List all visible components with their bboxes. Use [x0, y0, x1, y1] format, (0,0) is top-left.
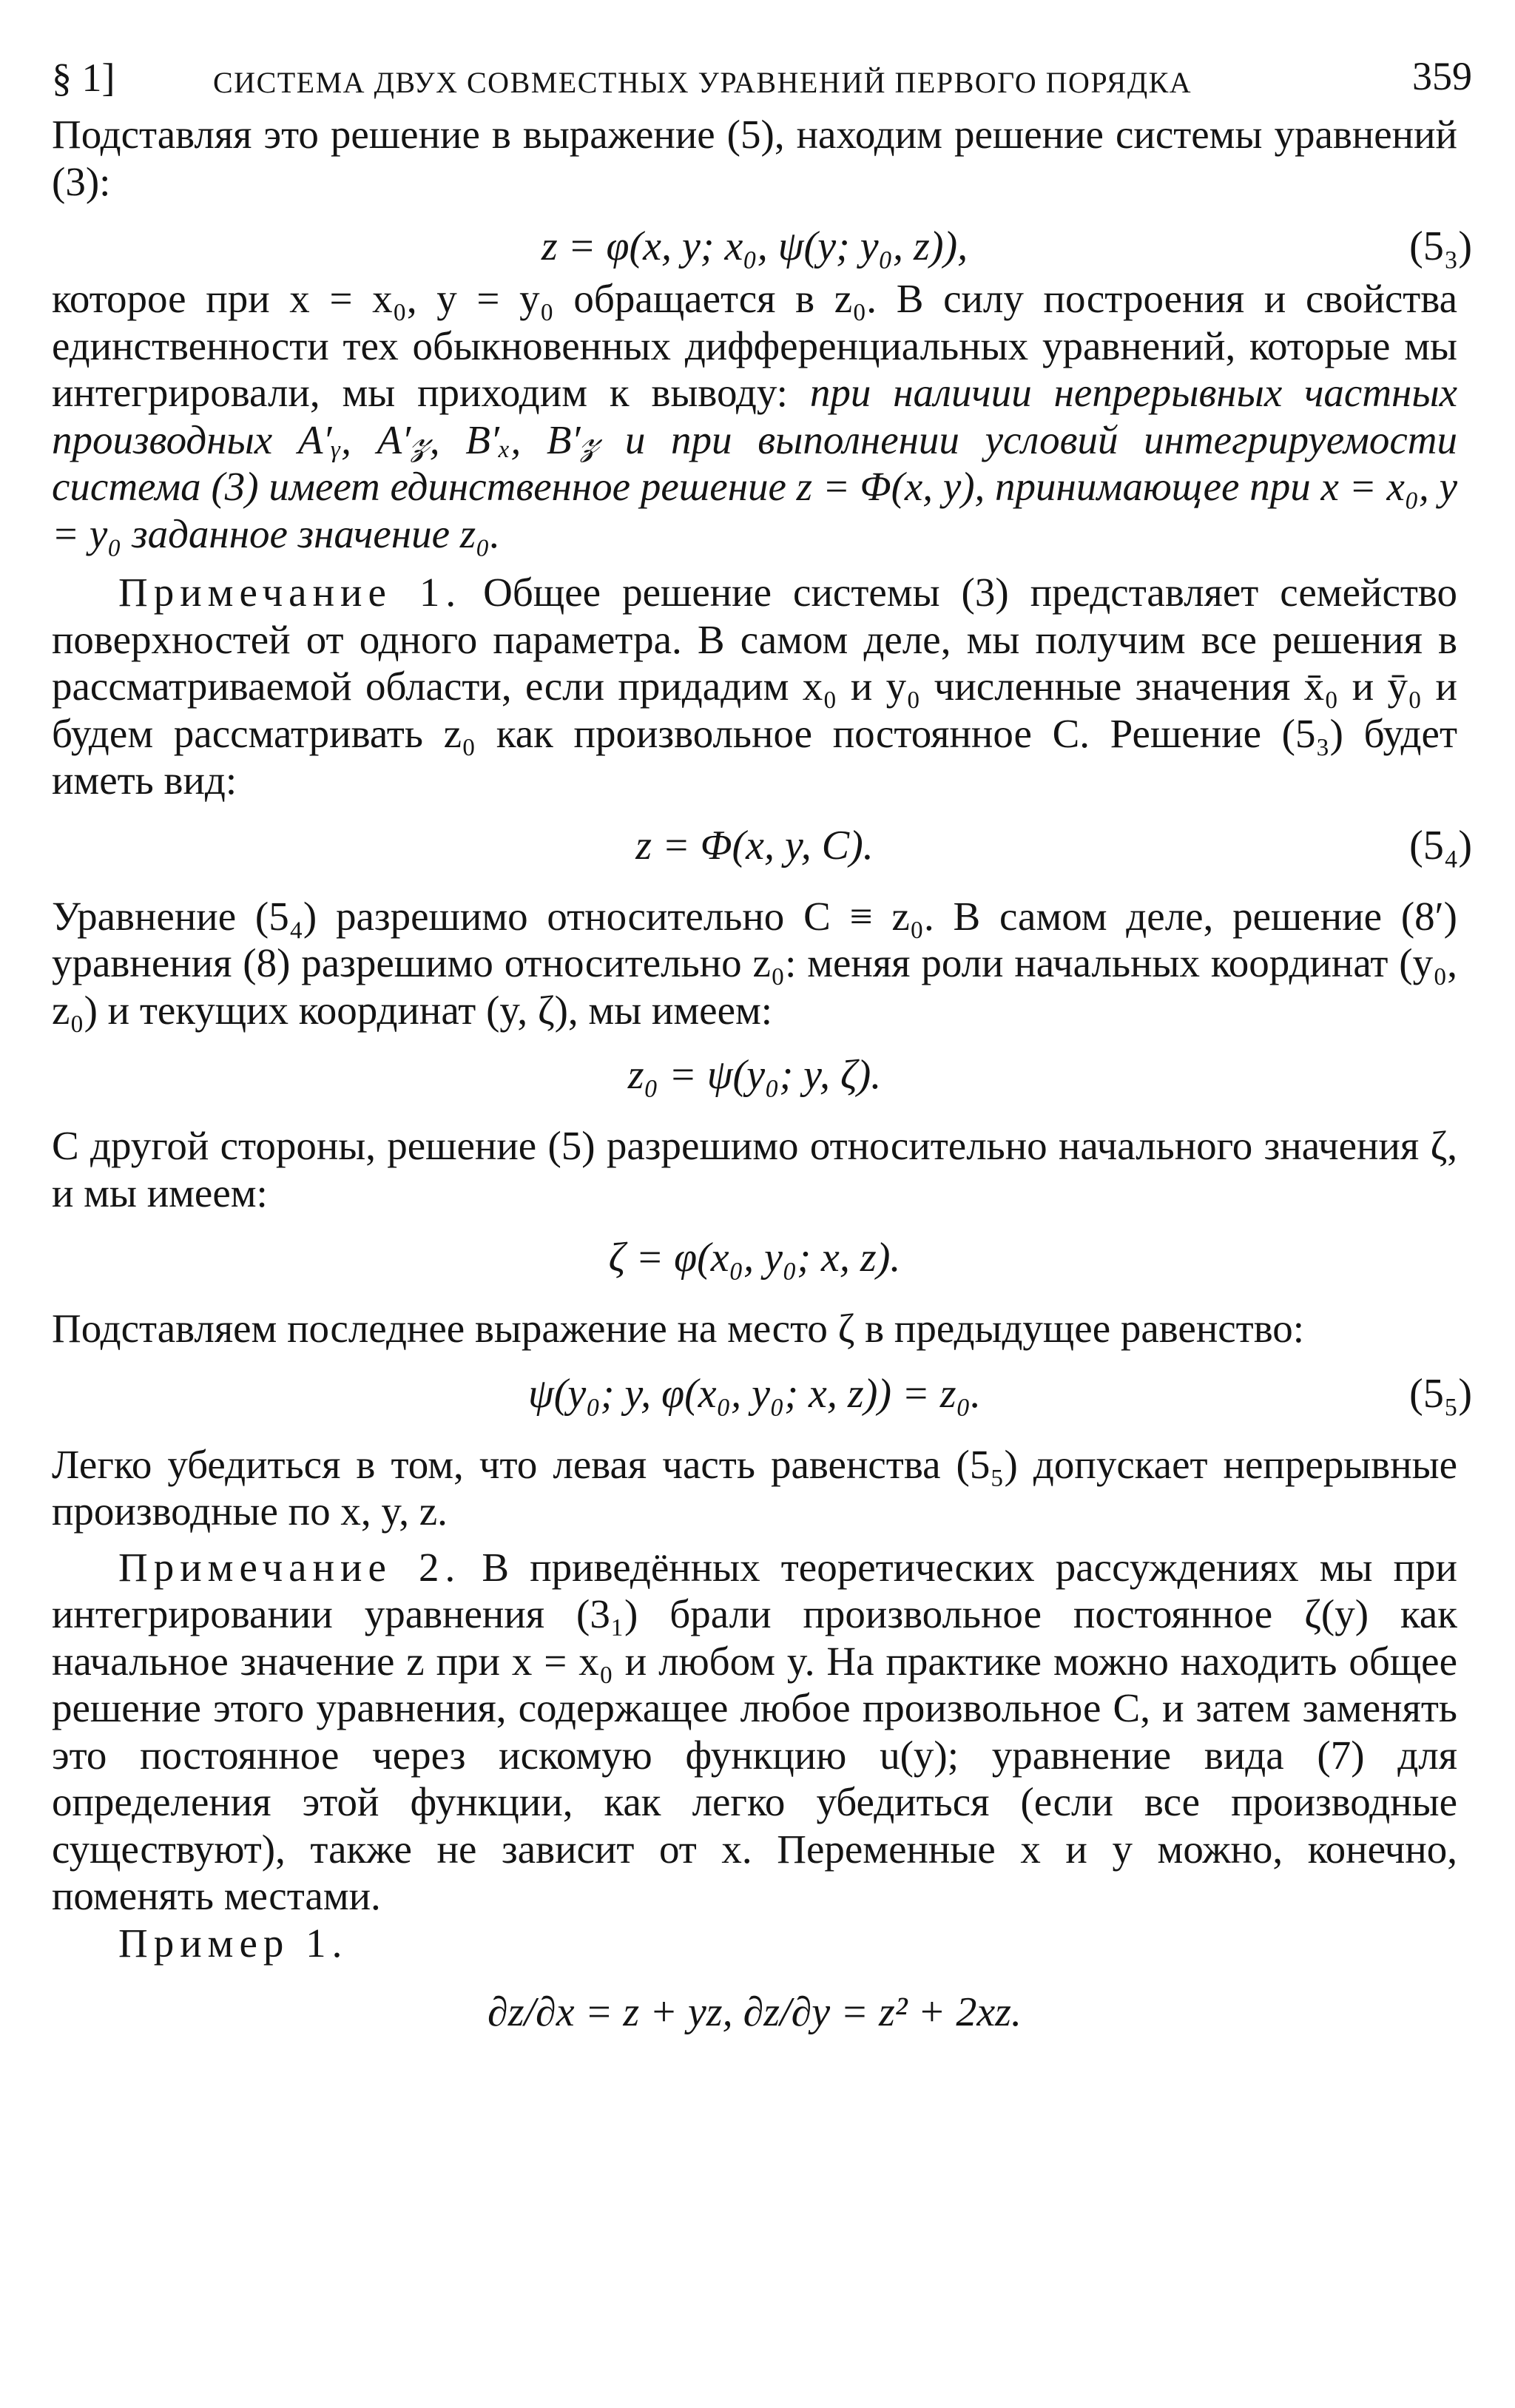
note-1-text: Общее решение системы (3) представляет семейство поверхностей от одного параметра. В самом деле, мы получим все решения в рассматриваемой области, если придадим x₀ и y₀ численные значения x̄₀ и ȳ₀ и будем рассматривать z₀ как произвольное постоянное C. Решение (5₃) будет иметь вид: — [52, 570, 1457, 803]
paragraph-uniqueness — [52, 275, 1457, 557]
equation-number: (5₅) — [1409, 1370, 1472, 1417]
note-2-label: Примечание 2. — [118, 1544, 462, 1590]
paragraph-other-side: С другой стороны, решение (5) разрешимо относительно начального значения ζ, и мы имеем: — [52, 1123, 1457, 1215]
equation-zeta — [52, 1216, 1457, 1305]
equation-expression: ζ = φ(x₀, y₀; x, z). — [608, 1235, 901, 1281]
equation-5-5 — [52, 1352, 1472, 1441]
equation-expression: ψ(y₀; y, φ(x₀, y₀; x, z)) = z₀. — [527, 1370, 982, 1417]
equation-z0 — [52, 1033, 1457, 1122]
page — [52, 44, 1472, 2114]
paragraph-substitute: Подставляем последнее выражение на место ζ в предыдущее равенство: — [52, 1306, 1305, 1351]
section-mark: § 1] — [52, 55, 115, 100]
paragraph-continuity: Легко убедиться в том, что левая часть равенства (5₅) допускает непрерывные производные по x, y, z. — [52, 1441, 1457, 1534]
page-number: 359 — [1412, 54, 1472, 98]
note-1 — [52, 569, 1457, 804]
theorem-statement: при наличии непрерывных частных производных A′ᵧ, A′𝓏, B′ₓ, B′𝓏 и при выполнении условий интегрируемости система (3) имеет единственное решение z = Φ(x, y), принимающее при x = x₀, y = y₀ заданное значение z₀. — [52, 370, 1458, 556]
example-label: Пример 1. — [118, 1920, 348, 1966]
running-header — [52, 44, 1472, 111]
example-heading — [52, 1920, 1457, 1967]
note-2 — [52, 1544, 1457, 1920]
example-equations — [52, 1966, 1457, 2114]
equation-expression: ∂z/∂x = z + yz, ∂z/∂y = z² + 2xz. — [487, 1989, 1022, 2035]
equation-number: (5₄) — [1409, 822, 1472, 869]
equation-expression: z = Φ(x, y, C). — [635, 822, 874, 869]
paragraph-solvable: Уравнение (5₄) разрешимо относительно C ≡ z₀. В самом деле, решение (8′) уравнения (8) разрешимо относительно z₀: меняя роли начальных координат (y₀, z₀) и текущих координат (y, ζ), мы имеем: — [52, 893, 1457, 1033]
note-1-label: Примечание 1. — [118, 570, 462, 615]
uniqueness-text: которое при x = x₀, y = y₀ обращается в z₀. В силу построения и свойства единственности тех обыкновенных дифференциальных уравнений, которые мы интегрировали, мы приходим к выводу: — [52, 276, 1457, 415]
equation-5-3 — [52, 205, 1472, 275]
equation-expression: z = φ(x, y; x₀, ψ(y; y₀, z)), — [541, 223, 968, 269]
paragraph-substitution: Подставляя это решение в выражение (5), находим решение системы уравнений (3): — [52, 112, 1457, 204]
note-2-text: В приведённых теоретических рассуждениях мы при интегрировании уравнения (3₁) брали произвольное постоянное ζ(y) как начальное значение z при x = x₀ и любом y. На практике можно находить общее решение этого уравнения, содержащее любое произвольное C, и затем заменять это постоянное через искомую функцию u(y); уравнение вида (7) для определения этой функции, как легко убедиться (если все производные существуют), также не зависит от x. Переменные x и y можно, конечно, поменять местами. — [52, 1544, 1457, 1918]
equation-expression: z₀ = ψ(y₀; y, ζ). — [627, 1052, 882, 1098]
running-title: СИСТЕМА ДВУХ СОВМЕСТНЫХ УРАВНЕНИЙ ПЕРВОГО ПОРЯДКА — [213, 66, 1192, 99]
equation-5-4 — [52, 804, 1472, 893]
equation-number: (5₃) — [1409, 223, 1472, 269]
